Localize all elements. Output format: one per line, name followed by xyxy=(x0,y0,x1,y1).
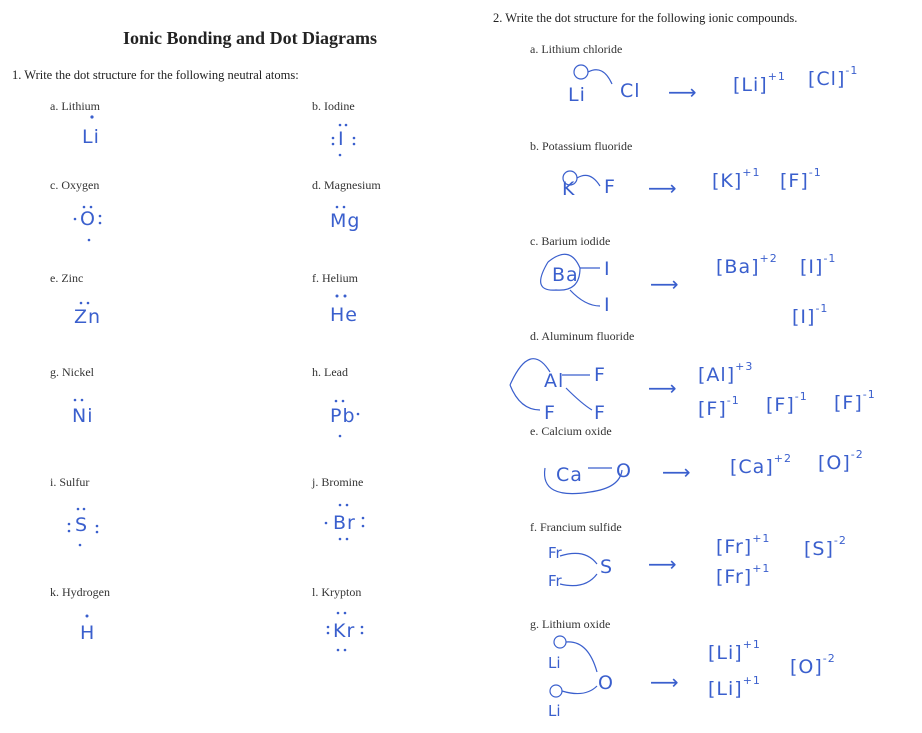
q2-f-cation-1: Fr xyxy=(548,544,562,562)
q2-f-product-3: $[S]^{-2}$ xyxy=(804,534,847,560)
q2-c-product-3: $[I]^{-1}$ xyxy=(792,302,829,328)
q2-f-product-1: $[Fr]^{+1}$ xyxy=(716,532,771,558)
q1-symbol-j: Br xyxy=(333,512,356,534)
q1-label-i: i. Sulfur xyxy=(50,475,90,489)
q2-a-cation: Li xyxy=(568,84,586,106)
q2-f-arrow: ⟶ xyxy=(648,552,677,576)
q1-label-l: l. Krypton xyxy=(312,585,362,599)
q1-label-e: e. Zinc xyxy=(50,271,84,285)
q2-b-cation: K xyxy=(562,178,576,200)
electron-transfer-arcs xyxy=(510,65,622,697)
q1-symbol-a: Li xyxy=(82,126,100,148)
q2-g-anion: O xyxy=(598,672,614,694)
q2-b-product-2: $[F]^{-1}$ xyxy=(780,166,822,192)
q2-c-anion-1: I xyxy=(604,258,611,280)
q2-c-anion-2: I xyxy=(604,294,611,316)
q1-label-g: g. Nickel xyxy=(50,365,94,379)
q2-c-product-1: $[Ba]^{+2}$ xyxy=(716,252,778,278)
q1-symbol-d: Mg xyxy=(330,210,361,232)
q2-g-arrow: ⟶ xyxy=(650,670,679,694)
q2-label-b: b. Potassium fluoride xyxy=(530,139,633,153)
q1-label-c: c. Oxygen xyxy=(50,178,100,192)
q2-c-product-2: $[I]^{-1}$ xyxy=(800,252,837,278)
q2-c-cation: Ba xyxy=(552,264,579,286)
q2-g-cation-2: Li xyxy=(548,702,561,720)
q2-g-product-2: $[Li]^{+1}$ xyxy=(708,674,761,700)
q2-b-arrow: ⟶ xyxy=(648,176,677,200)
q2-a-product-2: $[Cl]^{-1}$ xyxy=(808,64,859,90)
question-1-prompt: 1. Write the dot structure for the following neutral atoms: xyxy=(12,68,299,82)
valence-dots xyxy=(68,115,365,651)
q1-symbol-e: Zn xyxy=(74,306,102,328)
q2-g-cation-1: Li xyxy=(548,654,561,672)
q2-d-product-3: $[F]^{-1}$ xyxy=(766,390,808,416)
q2-label-d: d. Aluminum fluoride xyxy=(530,329,635,343)
q2-label-g: g. Lithium oxide xyxy=(530,617,611,631)
q2-label-f: f. Francium sulfide xyxy=(530,520,622,534)
q2-label-e: e. Calcium oxide xyxy=(530,424,612,438)
q2-e-cation: Ca xyxy=(556,464,583,486)
q2-e-arrow: ⟶ xyxy=(662,460,691,484)
q2-d-anion-2: F xyxy=(544,402,556,424)
q2-c-arrow: ⟶ xyxy=(650,272,679,296)
q1-symbol-l: Kr xyxy=(333,620,356,642)
q1-label-k: k. Hydrogen xyxy=(50,585,110,599)
q2-d-anion-1: F xyxy=(594,364,606,386)
q2-f-cation-2: Fr xyxy=(548,572,562,590)
q2-d-anion-3: F xyxy=(594,402,606,424)
q2-e-anion: O xyxy=(616,460,632,482)
q1-label-d: d. Magnesium xyxy=(312,178,381,192)
q1-label-b: b. Iodine xyxy=(312,99,355,113)
q2-b-anion: F xyxy=(604,176,616,198)
q2-e-product-2: $[O]^{-2}$ xyxy=(818,448,864,474)
q2-d-product-1: $[Al]^{+3}$ xyxy=(698,360,754,386)
q2-d-cation: Al xyxy=(544,370,565,392)
q2-b-product-1: $[K]^{+1}$ xyxy=(712,166,761,192)
q1-symbol-i: S xyxy=(75,514,89,536)
q1-label-j: j. Bromine xyxy=(312,475,364,489)
q1-symbol-h: Pb xyxy=(330,405,356,427)
q2-g-product-3: $[O]^{-2}$ xyxy=(790,652,836,678)
q2-label-a: a. Lithium chloride xyxy=(530,42,623,56)
q1-symbol-b: I xyxy=(338,128,345,150)
q2-g-product-1: $[Li]^{+1}$ xyxy=(708,638,761,664)
q2-a-arrow: ⟶ xyxy=(668,80,697,104)
q2-d-product-4: $[F]^{-1}$ xyxy=(834,388,876,414)
q2-d-product-2: $[F]^{-1}$ xyxy=(698,394,740,420)
q2-a-anion: Cl xyxy=(620,80,641,102)
q1-symbol-c: O xyxy=(80,208,96,230)
q2-f-anion: S xyxy=(600,556,614,578)
q2-e-product-1: $[Ca]^{+2}$ xyxy=(730,452,792,478)
q2-f-product-2: $[Fr]^{+1}$ xyxy=(716,562,771,588)
q1-label-f: f. Helium xyxy=(312,271,358,285)
q1-label-h: h. Lead xyxy=(312,365,348,379)
q1-symbol-g: Ni xyxy=(72,405,94,427)
q2-a-product-1: $[Li]^{+1}$ xyxy=(733,70,786,96)
q2-label-c: c. Barium iodide xyxy=(530,234,611,248)
q2-d-arrow: ⟶ xyxy=(648,376,677,400)
q1-symbol-f: He xyxy=(330,304,358,326)
q1-symbol-k: H xyxy=(80,622,96,644)
page-title: Ionic Bonding and Dot Diagrams xyxy=(123,28,378,48)
question-2-prompt: 2. Write the dot structure for the following ionic compounds. xyxy=(493,11,798,25)
q1-label-a: a. Lithium xyxy=(50,99,100,113)
